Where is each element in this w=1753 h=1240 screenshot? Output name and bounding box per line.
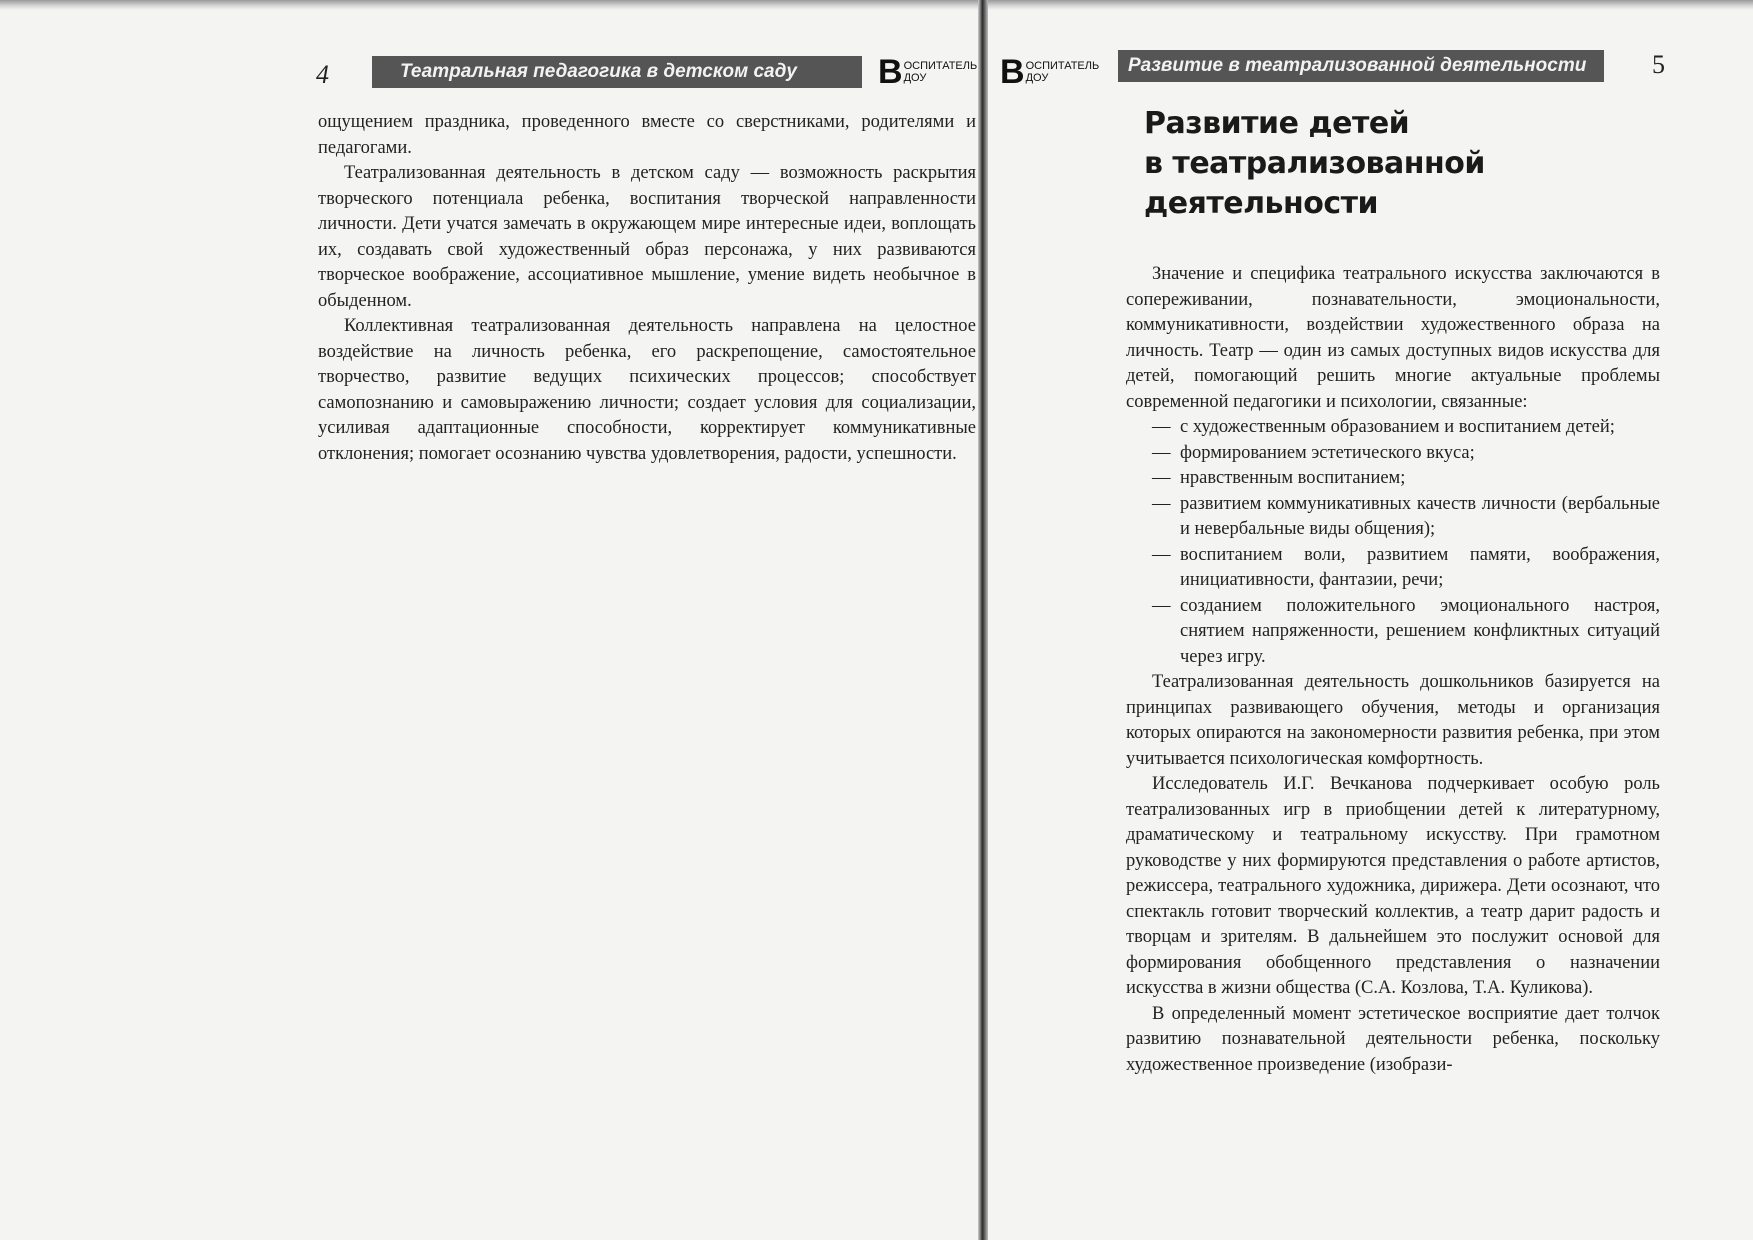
logo-line1: ОСПИТАТЕЛЬ [903, 60, 978, 72]
chapter-title-line: деятельности [1144, 186, 1379, 221]
paragraph: В определенный момент эстетическое восприятие дает толчок развитию познавательной деятельности ребенка, поскольку художественное произведение (изобрази- [1126, 1003, 1660, 1075]
logo-line2: ДОУ [903, 72, 927, 84]
right-page [988, 0, 1753, 1240]
intro-paragraph: Значение и специфика театрального искусства заключаются в сопереживании, познавательности, эмоциональности, коммуникативности, воздействии художественного образа на личность. Театр — один из самых доступных видов искусства для детей, помогающий решить многие актуальные проблемы современной педагогики и психологии, связанные: [1126, 264, 1660, 412]
paragraph: ощущением праздника, проведенного вместе со сверстниками, родителями и педагогами. [318, 112, 976, 158]
logo-letter: В [878, 53, 903, 91]
chapter-title [1144, 104, 1704, 224]
list-item: — развитием коммуникативных качеств личности (вербальные и невербальные виды общения); [1126, 492, 1660, 543]
logo-line2: ДОУ [1025, 72, 1049, 84]
logo-letter: В [1000, 53, 1025, 91]
left-body-text [318, 110, 976, 467]
chapter-title-line: Развитие детей [1144, 106, 1410, 141]
list-item: — созданием положительного эмоционального настроя, снятием напряженности, решением конфликтных ситуаций через игру. [1126, 594, 1660, 671]
right-magazine-logo [1000, 55, 1099, 89]
right-running-header: Развитие в театрализованной деятельности [1118, 50, 1604, 82]
topics-list [1126, 415, 1660, 670]
list-item: — с художественным образованием и воспитанием детей; [1126, 415, 1660, 441]
paragraph: Исследователь И.Г. Вечканова подчеркивает особую роль театрализованных игр в приобщении детей к литературному, драматическому и театральному искусству. При грамотном руководстве у них формируются представления о работе артистов, режиссера, театрального художника, дирижера. Дети осознают, что спектакль готовит творческий коллектив, а театр дарит радость и творцам и зрителям. В дальнейшем это послужит основой для формирования обобщенного представления о назначении искусства в жизни общества (С.А. Козлова, Т.А. Куликова). [1126, 774, 1660, 998]
left-page-number: 4 [316, 60, 329, 89]
list-item: — воспитанием воли, развитием памяти, воображения, инициативности, фантазии, речи; [1126, 543, 1660, 594]
right-page-number: 5 [1652, 50, 1665, 79]
paragraph: Театрализованная деятельность дошкольников базируется на принципах развивающего обучения, методы и организация которых опираются на закономерности развития ребенка, при этом учитывается психологическая комфортность. [1126, 672, 1660, 769]
list-item: — формированием эстетического вкуса; [1126, 441, 1660, 467]
paragraph: Театрализованная деятельность в детском саду — возможность раскрытия творческого потенциала ребенка, воспитания творческой направленности личности. Дети учатся замечать в окружающем мире интересные идеи, воплощать их, создавать свой художественный образ персонажа, у них развиваются творческое воображение, ассоциативное мышление, умение видеть необычное в обыденном. [318, 163, 976, 311]
list-item: — нравственным воспитанием; [1126, 466, 1660, 492]
paragraph: Коллективная театрализованная деятельность направлена на целостное воздействие на личность ребенка, его раскрепощение, самостоятельное творчество, развитие ведущих психических процессов; способствует самопознанию и самовыражению личности; создает условия для социализации, усиливая адаптационные способности, корректирует коммуникативные отклонения; помогает осознанию чувства удовлетворения, радости, успешности. [318, 316, 976, 464]
left-running-header: Театральная педагогика в детском саду [372, 56, 862, 88]
logo-line1: ОСПИТАТЕЛЬ [1025, 60, 1100, 72]
left-magazine-logo [878, 55, 977, 89]
right-body-text [1126, 262, 1660, 1078]
book-gutter [978, 0, 988, 1240]
chapter-title-line: в театрализованной [1144, 146, 1485, 181]
